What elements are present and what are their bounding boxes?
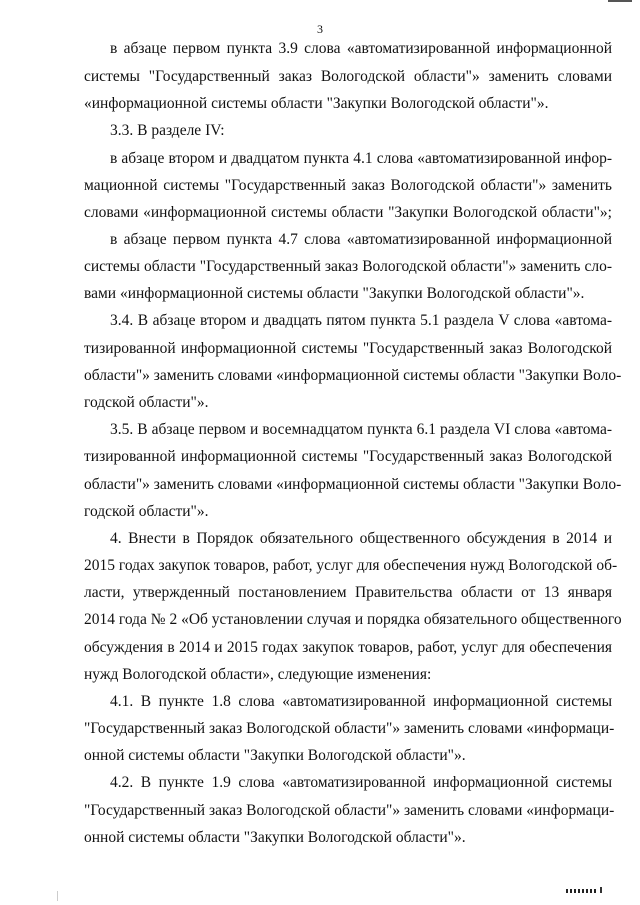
scan-mark [600,887,602,893]
page-number: 3 [317,22,323,36]
text-line: годской области"». [84,503,209,520]
text-line: онной системы области "Закупки Вологодской области"». [84,829,466,846]
text-line: в абзаце втором и двадцатом пункта 4.1 слова «автоматизированной инфор- [110,150,612,167]
text-line: системы области "Государственный заказ Вологодской области"» заменить сло- [84,258,612,275]
text-line: "Государственный заказ Вологодской области"» заменить словами «информаци- [84,802,615,819]
scan-mark [57,891,58,901]
text-line: 2015 годах закупок товаров, работ, услуг для обеспечения нужд Вологодской об- [84,557,618,574]
scan-mark [608,0,632,2]
text-line: в абзаце первом пункта 3.9 слова «автоматизированной информационной [110,40,612,57]
text-line: области"» заменить словами «информационной системы области "Закупки Воло- [84,476,622,493]
text-line: онной системы области "Закупки Вологодской области"». [84,747,466,764]
barcode-mark [566,889,596,893]
text-line: области"» заменить словами «информационной системы области "Закупки Воло- [84,367,622,384]
text-line: обсуждения в 2014 и 2015 годах закупок товаров, работ, услуг для обеспечения [84,639,612,656]
text-line: словами «информационной системы области "Закупки Вологодской области"»; [84,204,612,221]
text-line: "Государственный заказ Вологодской области"» заменить словами «информаци- [84,720,615,737]
text-line: мационной системы "Государственный заказ Вологодской области"» заменить [84,177,612,194]
text-line: нужд Вологодской области», следующие изменения: [84,666,432,683]
text-line: 2014 года № 2 «Об установлении случая и порядка обязательного общественного [84,611,622,628]
text-line: 3.3. В разделе IV: [110,122,225,139]
text-line: тизированной информационной системы "Государственный заказ Вологодской [84,340,612,357]
text-line: годской области"». [84,394,209,411]
text-line: 4.1. В пункте 1.8 слова «автоматизированной информационной системы [110,693,612,710]
text-line: в абзаце первом пункта 4.7 слова «автоматизированной информационной [110,231,612,248]
text-line: 3.4. В абзаце втором и двадцать пятом пункта 5.1 раздела V слова «автома- [110,312,612,329]
text-line: вами «информационной системы области "Закупки Вологодской области"». [84,285,585,302]
text-line: 4. Внести в Порядок обязательного общественного обсуждения в 2014 и [110,530,612,547]
text-line: ласти, утвержденный постановлением Правительства области от 13 января [84,584,612,601]
text-line: тизированной информационной системы "Государственный заказ Вологодской [84,448,612,465]
text-line: системы "Государственный заказ Вологодской области"» заменить словами [84,68,612,85]
text-line: «информационной системы области "Закупки Вологодской области"». [84,95,549,112]
text-line: 3.5. В абзаце первом и восемнадцатом пункта 6.1 раздела VI слова «автома- [110,421,612,438]
text-line: 4.2. В пункте 1.9 слова «автоматизированной информационной системы [110,774,612,791]
